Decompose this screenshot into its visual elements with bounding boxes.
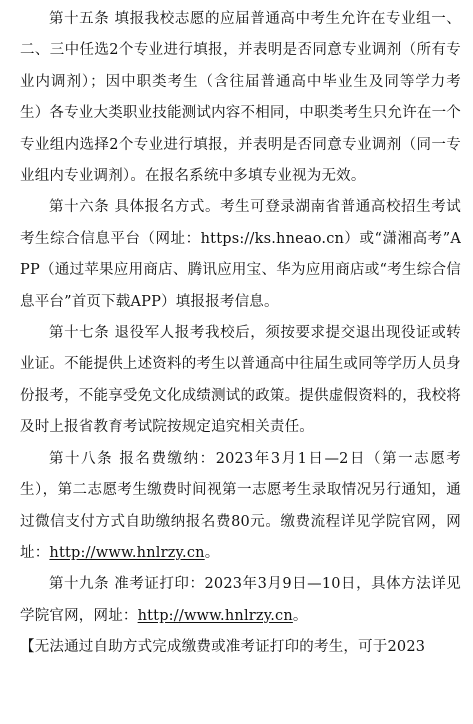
- notice-paragraph: 【无法通过自助方式完成缴费或准考证打印的考生，可于2023: [20, 639, 426, 656]
- article-19-text: 第十九条 准考证打印：2023年3月9日—10日，具体方法详见学院官网，网址：: [20, 576, 461, 624]
- article-17-paragraph: 第十七条 退役军人报考我校后，须按要求提交退出现役证或转业证。不能提供上述资料的考生以普通高中往届生或同等学历人员身份报考，不能享受免文化成绩测试的政策。提供虚假资料的，我校将及时上报省教育考试院按规定追究相关责任。: [20, 325, 461, 436]
- college-website-link[interactable]: http://www.hnlrzy.cn: [49, 544, 205, 561]
- article-18-paragraph: [20, 444, 461, 570]
- article-16-paragraph: 第十六条 具体报名方式。考生可登录湖南省普通高校招生考试考生综合信息平台（网址：https://ks.hneao.cn）或“潇湘高考”APP（通过苹果应用商店、腾讯应用宝、华为应用商店或“考生综合信息平台”首页下载APP）填报报考信息。: [20, 199, 461, 310]
- article-18-text: 第十八条 报名费缴纳：2023年3月1日—2日（第一志愿考生），第二志愿考生缴费时间视第一志愿考生录取情况另行通知，通过微信支付方式自助缴纳报名费80元。缴费流程详见学院官网，网址：: [20, 450, 461, 561]
- article-19-end: 。: [292, 607, 308, 624]
- article-15-paragraph: 第十五条 填报我校志愿的应届普通高中考生允许在专业组一、二、三中任选2个专业进行填报，并表明是否同意专业调剂（所有专业内调剂）；因中职类考生（含往届普通高中毕业生及同等学力考生）各专业大类职业技能测试内容不相同，中职类考生只允许在一个专业组内选择2个专业进行填报，并表明是否同意专业调剂（同一专业组内专业调剂）。在报名系统中多填专业视为无效。: [20, 11, 461, 185]
- article-18-end: 。: [204, 544, 220, 561]
- article-19-paragraph: [20, 569, 461, 632]
- college-website-link-2[interactable]: http://www.hnlrzy.cn: [137, 607, 293, 624]
